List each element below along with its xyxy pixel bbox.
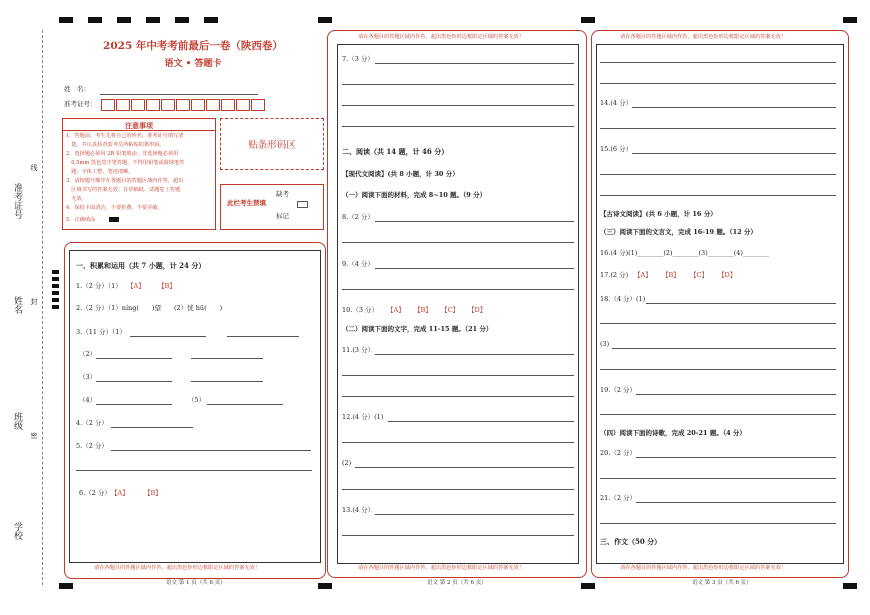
- side-label-secret: 密: [30, 432, 38, 439]
- alignment-marker: [318, 583, 332, 589]
- alignment-marker: [88, 17, 102, 23]
- q21-label: 21.（2 分）: [600, 494, 637, 502]
- alignment-marker: [52, 277, 59, 281]
- answer-line[interactable]: [227, 336, 299, 337]
- side-label-school: 学校: [12, 522, 22, 540]
- q2-label: 2.（2 分）（1）níng( )望 (2）恍 hū( ): [76, 304, 223, 312]
- id-digit-box[interactable]: [176, 99, 190, 111]
- answer-line[interactable]: [342, 126, 574, 127]
- answer-line[interactable]: [375, 221, 574, 222]
- barcode-area: [220, 118, 324, 170]
- side-label-name: 姓名: [12, 296, 22, 314]
- q12-label: 12.(4 分）(1): [342, 413, 384, 421]
- id-digit-box[interactable]: [251, 99, 265, 111]
- q6-label: 6.（2 分）: [79, 489, 111, 497]
- q16-label: 16.(4 分)(1)________(2)________(3)________(4)________: [600, 249, 769, 257]
- id-digit-box[interactable]: [146, 99, 160, 111]
- answer-line[interactable]: [191, 358, 263, 359]
- q3-part-3: （3）: [79, 373, 97, 381]
- alignment-marker: [843, 583, 857, 589]
- panel-notice: 请在各题目的答题区域内作答，超出黑色矩形边框限定区域的答案无效！: [620, 34, 787, 40]
- q12-part-2: (2): [342, 459, 352, 467]
- answer-line[interactable]: [600, 369, 836, 370]
- q10-option-c[interactable]: 【C】: [441, 306, 459, 314]
- answer-line[interactable]: [632, 107, 836, 108]
- answer-line[interactable]: [96, 404, 172, 405]
- q6-option-a[interactable]: 【A】: [111, 489, 129, 497]
- absent-note: 此栏考生禁填: [227, 199, 266, 207]
- id-label: 准考证号：: [64, 100, 97, 108]
- answer-line[interactable]: [612, 348, 836, 349]
- alignment-marker: [52, 270, 59, 274]
- answer-line[interactable]: [600, 128, 836, 129]
- answer-line[interactable]: [76, 470, 312, 471]
- answer-line[interactable]: [636, 394, 836, 395]
- id-digit-box[interactable]: [161, 99, 175, 111]
- answer-line[interactable]: [600, 478, 836, 479]
- part1-title: （一）阅读下面的材料，完成 8~10 题。（9 分）: [342, 191, 487, 199]
- q9-label: 9.（4 分）: [342, 260, 374, 268]
- answer-frame-3: [596, 44, 844, 564]
- panel-notice: 请在各题目的答题区域内作答，超出黑色矩形边框限定区域的答案无效！: [358, 565, 525, 571]
- answer-line[interactable]: [111, 450, 311, 451]
- section-title: 一、积累和运用（共 7 小题，计 24 分）: [76, 261, 206, 270]
- q3-part-4: （4）: [79, 396, 97, 404]
- alignment-marker: [843, 17, 857, 23]
- alignment-marker: [175, 17, 189, 23]
- answer-line[interactable]: [375, 63, 574, 64]
- q17-option-d[interactable]: 【D】: [718, 271, 737, 279]
- part2-title: （二）阅读下面的文字，完成 11-15 题。（21 分）: [342, 325, 493, 333]
- barcode-label: 贴条形码区: [248, 140, 296, 151]
- q15-label: 15.(6 分）: [600, 145, 633, 153]
- q18-part-3: (3): [600, 340, 610, 348]
- q1-option-b[interactable]: 【B】: [158, 282, 176, 290]
- answer-frame-1: [69, 250, 321, 563]
- answer-line[interactable]: [342, 442, 574, 443]
- answer-line[interactable]: [207, 404, 283, 405]
- answer-line[interactable]: [600, 523, 836, 524]
- q13-label: 13.(4 分）: [342, 506, 375, 514]
- notes-title: 注意事项: [125, 121, 153, 130]
- id-digit-box[interactable]: [221, 99, 235, 111]
- answer-line[interactable]: [600, 414, 836, 415]
- q3-label: 3.（11 分）（1）: [76, 328, 126, 336]
- answer-line[interactable]: [342, 242, 574, 243]
- answer-line[interactable]: [342, 84, 574, 85]
- section-title-essay: 三、作文（50 分）: [600, 537, 662, 546]
- id-digit-box[interactable]: [206, 99, 220, 111]
- note-line: 2．选择题必须用 2B 铅笔填涂；非选择题必须用: [66, 151, 179, 157]
- side-label-class: 班级: [12, 412, 22, 430]
- q17-option-b[interactable]: 【B】: [662, 271, 680, 279]
- panel-notice: 请在各题目的答题区域内作答，超出黑色矩形边框限定区域的答案无效！: [94, 565, 261, 571]
- q5-label: 5.（2 分）: [76, 442, 108, 450]
- alignment-marker: [52, 305, 59, 309]
- absent-box: [220, 184, 324, 230]
- note-line: 5．正确填涂: [66, 217, 96, 223]
- answer-line[interactable]: [600, 62, 836, 63]
- note-line: 4．保持卡面清洁，不要折叠、不要弄破。: [66, 205, 163, 211]
- q3-part-5: （5）: [188, 396, 206, 404]
- answer-line[interactable]: [636, 457, 836, 458]
- answer-line[interactable]: [342, 375, 574, 376]
- q20-label: 20.（2 分）: [600, 449, 637, 457]
- q18-label: 18.（4 分）(1): [600, 295, 646, 303]
- absent-mark-label: 标记: [276, 212, 289, 220]
- note-line: 3．请按题号顺序在各题目的答题区域内作答，超出: [66, 178, 184, 184]
- name-field[interactable]: [100, 94, 258, 95]
- name-label: 姓 名：: [64, 85, 90, 93]
- answer-line[interactable]: [632, 153, 836, 154]
- alignment-marker: [52, 284, 59, 288]
- q11-label: 11.(3 分）: [342, 346, 375, 354]
- id-digit-box[interactable]: [191, 99, 205, 111]
- alignment-marker: [52, 298, 59, 302]
- answer-line[interactable]: [342, 105, 574, 106]
- q3-part-2: （2）: [79, 350, 97, 358]
- answer-line[interactable]: [600, 174, 836, 175]
- note-line: 楚，并认真检查监考员所粘贴的条形码。: [66, 142, 165, 148]
- modern-reading-title: 【现代文阅读】(共 8 小题，计 30 分）: [342, 170, 459, 178]
- answer-line[interactable]: [600, 323, 836, 324]
- notes-box: [62, 118, 216, 230]
- answer-line[interactable]: [375, 514, 574, 515]
- filled-bubble-sample: [109, 217, 119, 222]
- answer-line[interactable]: [600, 195, 836, 196]
- id-digit-box[interactable]: [101, 99, 115, 111]
- answer-line[interactable]: [342, 489, 574, 490]
- note-line: 1．答题前，考生先将自己的姓名，准考证号填写清: [66, 133, 184, 139]
- alignment-marker: [52, 291, 59, 295]
- answer-line[interactable]: [130, 336, 206, 337]
- answer-frame-2: [337, 44, 579, 564]
- answer-line[interactable]: [355, 467, 574, 468]
- notes-divider: [63, 130, 215, 131]
- q17-option-c[interactable]: 【C】: [690, 271, 708, 279]
- q10-label: 10.（3 分）: [342, 306, 379, 314]
- alignment-marker: [204, 17, 218, 23]
- answer-line[interactable]: [342, 396, 574, 397]
- section-title-reading: 二、阅读（共 14 题，计 46 分）: [342, 147, 449, 156]
- note-line: 区域书写的答案无效；在草稿纸、试题卷上答题: [66, 187, 181, 193]
- q8-label: 8.（2 分）: [342, 213, 374, 221]
- page-footer: 语文 第 1 页（共 6 页）: [166, 580, 226, 586]
- sheet-title: 2025 年中考考前最后一卷（陕西卷）: [103, 40, 283, 52]
- panel-notice: 请在各题目的答题区域内作答，超出黑色矩形边框限定区域的答案无效！: [358, 34, 525, 40]
- answer-line[interactable]: [96, 381, 172, 382]
- absent-checkbox[interactable]: [297, 201, 308, 208]
- part4-title: （四）阅读下面的诗歌，完成 20-21 题。（4 分）: [600, 429, 746, 437]
- binding-dashed-line: [42, 30, 43, 585]
- answer-line[interactable]: [600, 83, 836, 84]
- page-footer: 语文 第 3 页（共 6 页）: [692, 580, 752, 586]
- alignment-marker: [59, 17, 73, 23]
- alignment-marker: [318, 17, 332, 23]
- answer-line[interactable]: [636, 502, 836, 503]
- alignment-marker: [581, 17, 595, 23]
- q4-label: 4.（2 分）: [76, 419, 108, 427]
- answer-line[interactable]: [111, 427, 193, 428]
- side-label-seal: 封: [30, 298, 38, 305]
- classic-reading-title: 【古诗文阅读】(共 6 小题，计 16 分）: [600, 210, 717, 218]
- alignment-marker: [117, 17, 131, 23]
- part3-title: （三）阅读下面的文言文，完成 16-19 题。（12 分）: [600, 228, 757, 236]
- alignment-marker: [581, 583, 595, 589]
- side-label-id: 准考证号: [12, 183, 22, 219]
- note-line: 无效。: [66, 196, 87, 202]
- alignment-marker: [59, 583, 73, 589]
- q14-label: 14.(4 分）: [600, 99, 633, 107]
- panel-notice: 请在各题目的答题区域内作答，超出黑色矩形边框限定区域的答案无效！: [620, 565, 787, 571]
- alignment-marker: [146, 17, 160, 23]
- answer-line[interactable]: [96, 358, 172, 359]
- note-line: 题；字体工整、笔迹清晰。: [66, 169, 134, 175]
- q10-option-a[interactable]: 【A】: [387, 306, 405, 314]
- answer-line[interactable]: [646, 303, 836, 304]
- q17-option-a[interactable]: 【A】: [634, 271, 652, 279]
- q6-option-b[interactable]: 【B】: [144, 489, 162, 497]
- answer-line[interactable]: [342, 535, 574, 536]
- q10-option-b[interactable]: 【B】: [414, 306, 432, 314]
- q1-label: 1.（2 分）（1）: [76, 282, 122, 290]
- q1-option-a[interactable]: 【A】: [127, 282, 145, 290]
- note-line: 0.5mm 黑色签字笔答题，不得用铅笔或圆珠笔答: [66, 160, 185, 166]
- answer-line[interactable]: [375, 354, 574, 355]
- id-digit-box[interactable]: [236, 99, 250, 111]
- id-digit-box[interactable]: [116, 99, 130, 111]
- q7-label: 7.（3 分）: [342, 55, 374, 63]
- page-footer: 语文 第 2 页（共 6 页）: [427, 580, 487, 586]
- q10-option-d[interactable]: 【D】: [468, 306, 487, 314]
- answer-line[interactable]: [375, 268, 574, 269]
- answer-line[interactable]: [191, 381, 263, 382]
- side-label-line: 线: [30, 164, 38, 171]
- sheet-subtitle: 语文 • 答题卡: [164, 59, 222, 69]
- id-digit-box[interactable]: [131, 99, 145, 111]
- answer-line[interactable]: [388, 421, 574, 422]
- q19-label: 19.（2 分）: [600, 386, 637, 394]
- q17-label: 17.(2 分): [600, 271, 629, 279]
- answer-line[interactable]: [342, 289, 574, 290]
- absent-label: 缺考: [276, 190, 289, 198]
